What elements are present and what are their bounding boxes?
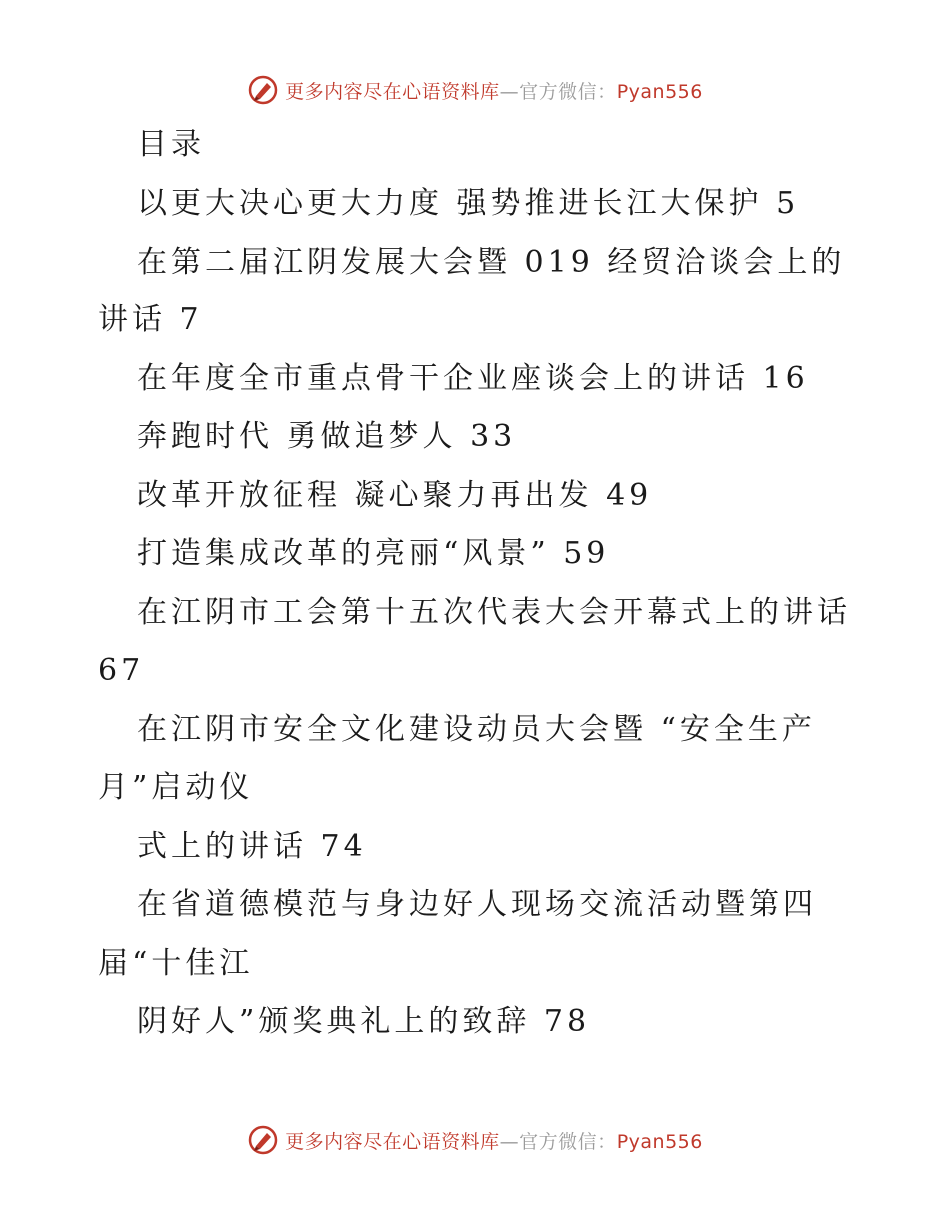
toc-entry-continuation: 讲话 7 [98,302,203,337]
toc-entry-continuation: 阴好人”颁奖典礼上的致辞 78 [137,1004,591,1039]
watermark-text: 更多内容尽在心语资料库—官方微信：Pyan556 [285,80,703,103]
toc-entry-continuation: 届“十佳江 [98,946,254,981]
toc-heading: 目录 [137,127,205,162]
watermark-footer [0,1120,950,1160]
toc-entry: 在江阴市安全文化建设动员大会暨 “安全生产 [137,712,816,747]
toc-entry: 在年度全市重点骨干企业座谈会上的讲话 16 [137,361,809,396]
toc-entry-continuation: 月”启动仪 [98,770,254,805]
toc-entry: 在省道德模范与身边好人现场交流活动暨第四 [137,887,817,922]
toc-entry-continuation: 67 [98,653,145,688]
toc-entry: 在江阴市工会第十五次代表大会开幕式上的讲话 [137,595,851,630]
pen-logo-icon [247,1124,279,1156]
toc-entry: 以更大决心更大力度 强势推进长江大保护 5 [137,186,800,221]
toc-entry: 奔跑时代 勇做追梦人 33 [137,419,517,454]
toc-entry: 改革开放征程 凝心聚力再出发 49 [137,478,653,513]
watermark-text: 更多内容尽在心语资料库—官方微信：Pyan556 [285,1130,703,1153]
toc-entry: 在第二届江阴发展大会暨 019 经贸洽谈会上的 [137,245,846,280]
toc-entry-continuation: 式上的讲话 74 [137,829,367,864]
toc-entry: 打造集成改革的亮丽“风景” 59 [137,536,610,571]
